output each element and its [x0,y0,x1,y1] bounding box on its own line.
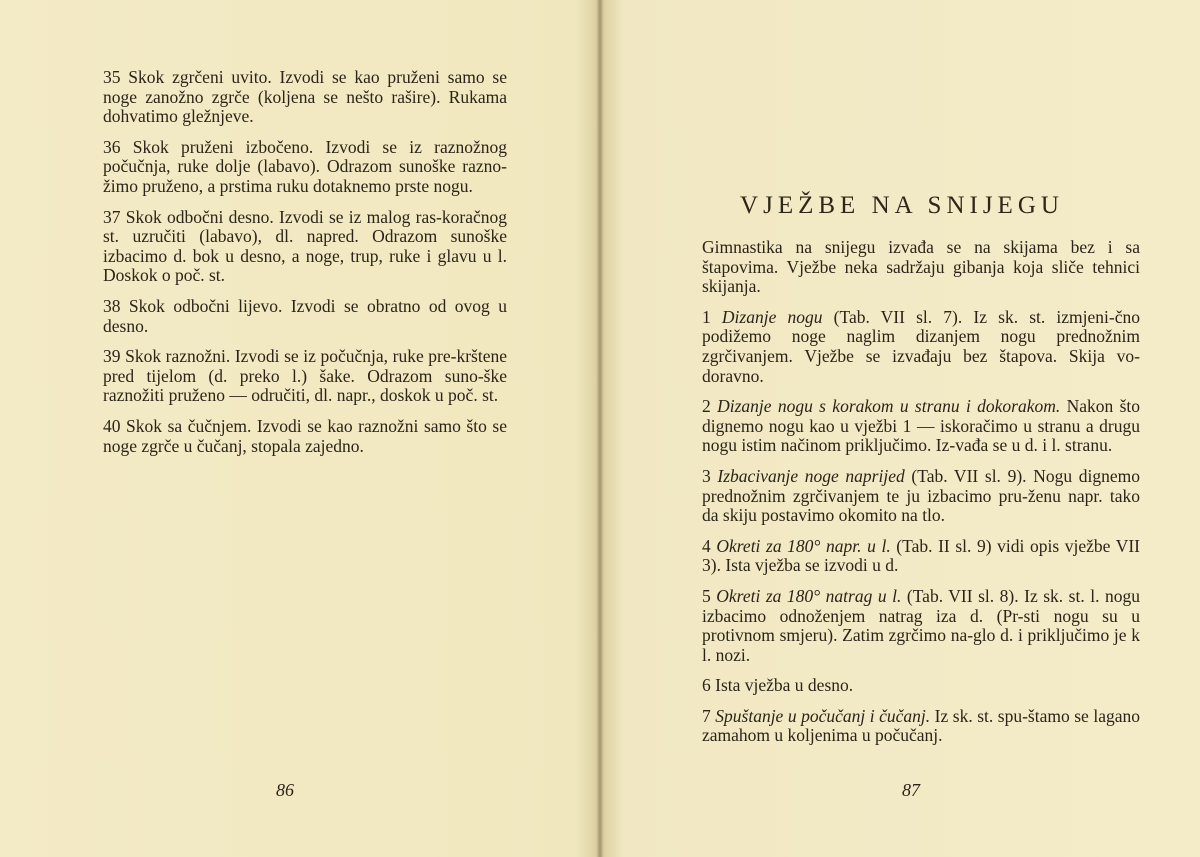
paragraph-text: 37 Skok odbočni desno. Izvodi se iz malog ras-koračnog st. uzručiti (labavo), dl. napred. Odrazom sunoške izbacimo d. bok u desno, a noge, trup, ruke i glavu u l. Doskok o poč. st. [103,206,507,286]
exercise-title: Spuštanje u počučanj i čučanj. [715,705,931,726]
exercise-number: 5 [702,585,711,606]
book-gutter [596,0,604,857]
page-number-right: 87 [902,780,920,800]
paragraph-text: 35 Skok zgrčeni uvito. Izvodi se kao pruženi samo se noge zanožno zgrče (koljena se nešto raširе). Rukama dohvatimo gležnjeve. [103,67,507,127]
exercise-number: 3 [702,465,711,486]
exercise-text: (Tab. VII sl. 9). Nogu dignemo prednožnim zgrčivanjem te ju izbacimo pru-ženu napr. tako da skiju postavimo okomito na tlo. [702,465,1141,526]
paragraph-text: 38 Skok odbočni lijevo. Izvodi se obratno od ovog u desno. [103,295,507,336]
exercise-title: Okreti za 180° napr. u l. [716,535,891,556]
exercise-4 [676,537,1140,576]
exercise-7 [676,707,1140,746]
exercise-text: (Tab. VII sl. 8). Iz sk. st. l. nogu izbacimo odnoženjem natrag iza d. (Pr-sti nogu su u protivnom smjeru). Zatim zgrčimo na-glo d. i priključimo je k l. nozi. [702,585,1140,665]
paragraph-text: Gimnastika na snijegu izvađa se na skijama bez i sa štapovima. Vježbe neka sadržaju gibanja koja sliče tehnici skijanja. [702,237,1140,297]
intro-paragraph [676,238,1140,297]
exercise-text: Iz sk. st. spu-štamo se lagano zamahom u koljenima u počučanj. [702,705,1140,746]
exercise-3 [676,467,1140,526]
exercise-6 [676,676,1140,696]
exercise-text: (Tab. VII sl. 7). Iz sk. st. izmjeni-čno podižemo noge naglim dizanjem nogu prednožnim zgrčivanjem. Vježbe se izvađaju bez štapova. Skija vo-doravno. [702,306,1140,386]
exercise-number: 2 [702,396,711,417]
page-number-left: 86 [276,780,294,800]
exercise-number: 6 [702,675,711,696]
left-page-text [77,68,507,467]
paragraph-35 [77,68,507,127]
exercise-title: Dizanje nogu s korakom u stranu i dokorakom. [717,396,1061,417]
exercise-title: Izbacivanje noge naprijed [717,465,905,486]
paragraph-36 [77,138,507,197]
exercise-2 [676,397,1140,456]
exercise-number: 4 [702,535,711,556]
exercise-text: Ista vježba u desno. [710,675,854,696]
exercise-title: Okreti za 180° natrag u l. [716,585,902,606]
exercise-number: 7 [702,705,711,726]
exercise-number: 1 [702,306,711,327]
right-page [604,0,1200,857]
left-page [0,0,596,857]
paragraph-39 [77,347,507,406]
paragraph-text: 36 Skok pruženi izbočeno. Izvodi se iz raznožnog počučnja, ruke dolje (labavo). Odrazom sunoške razno-žimo pruženo, a prstima ruku dotaknemo prste nogu. [103,136,507,196]
paragraph-38 [77,297,507,336]
exercise-text: Nakon što dignemo nogu kao u vježbi 1 — iskoračimo u stranu a drugu nogu istim načinom priključimo. Iz-vađa se u d. i l. stranu. [702,396,1141,456]
exercise-text: (Tab. II sl. 9) vidi opis vježbe VII 3). Ista vježba se izvodi u d. [702,535,1140,576]
exercise-title: Dizanje nogu [721,306,823,327]
paragraph-40 [77,417,507,456]
paragraph-text: 40 Skok sa čučnjem. Izvodi se kao raznožni samo što se noge zgrče u čučanj, stopala zajedno. [103,415,507,456]
exercise-1 [676,308,1140,386]
right-page-text [676,238,1140,757]
paragraph-text: 39 Skok raznožni. Izvodi se iz počučnja, ruke pre-krštene pred tijelom (d. preko l.) šake. Odrazom suno-ške raznožiti pruženo — odručiti, dl. napr., doskok u poč. st. [103,346,507,406]
exercise-5 [676,587,1140,665]
chapter-heading: VJEŽBE NA SNIJEGU [740,192,1064,219]
paragraph-37 [77,208,507,286]
